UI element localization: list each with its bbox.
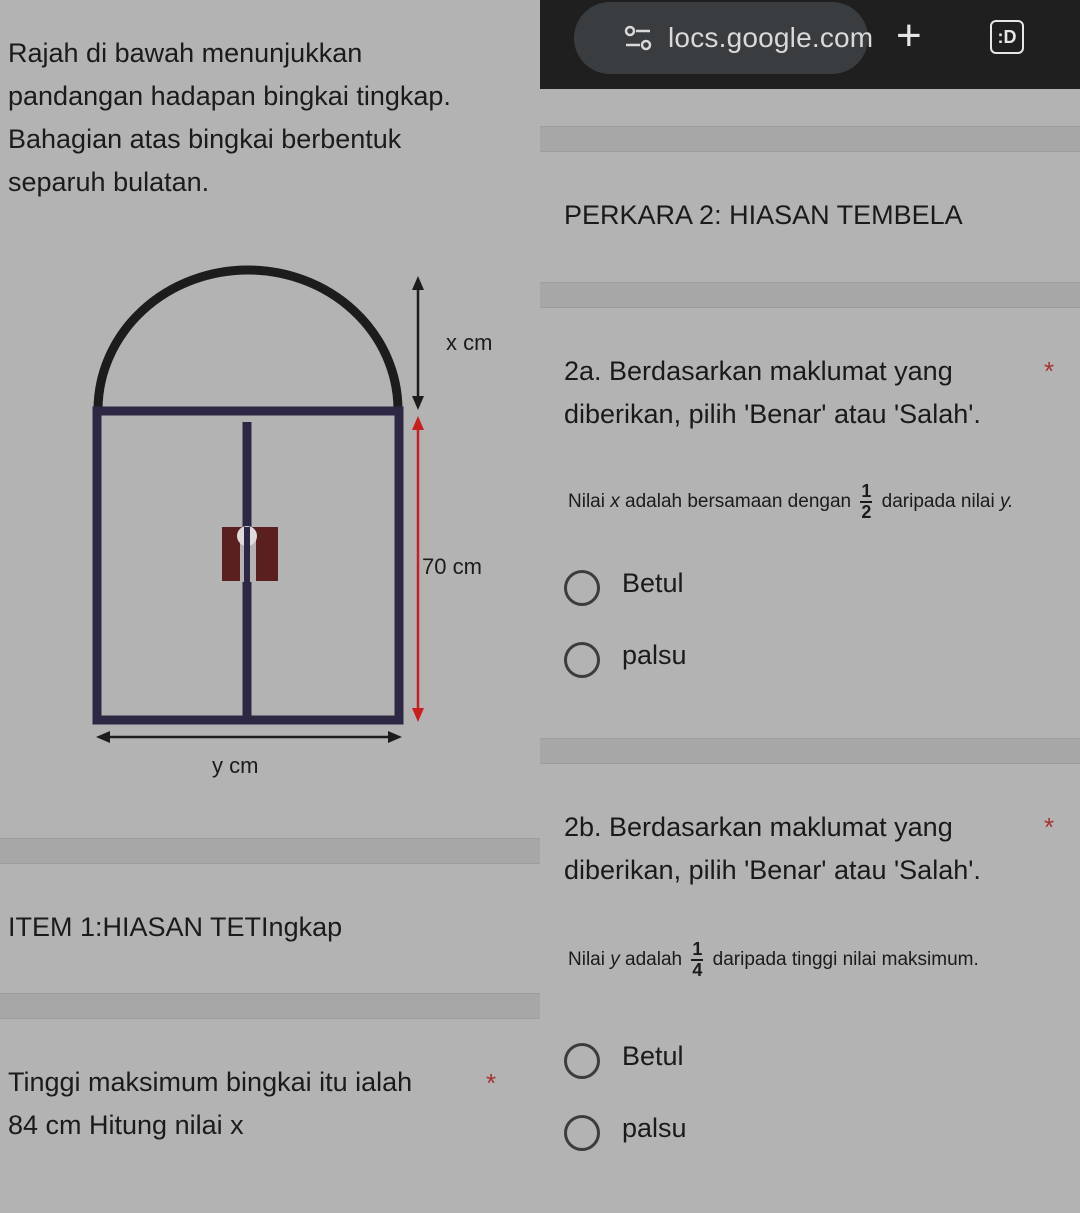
q2b-frac-den: 4 xyxy=(692,960,703,980)
intro-line-1: Rajah di bawah menunjukkan xyxy=(8,38,363,68)
q2b-option-palsu[interactable]: palsu xyxy=(622,1113,687,1143)
q2a-line-2: diberikan, pilih 'Benar' atau 'Salah'. xyxy=(564,399,981,429)
q2b-line-2: diberikan, pilih 'Benar' atau 'Salah'. xyxy=(564,855,981,885)
section-divider xyxy=(0,993,540,1019)
section-divider xyxy=(0,838,540,864)
section-divider xyxy=(540,738,1080,764)
question-line-2: 84 cm Hitung nilai x xyxy=(8,1110,244,1140)
question-line-1: Tinggi maksimum bingkai itu ialah xyxy=(8,1067,413,1097)
window-handle-icon xyxy=(222,526,278,585)
q2b-statement xyxy=(568,940,979,980)
q2a-fraction xyxy=(860,482,872,522)
q2b-fraction xyxy=(691,940,703,980)
y-dimension-arrow xyxy=(96,731,402,743)
right-screenshot-panel xyxy=(540,0,1080,1213)
required-mark: * xyxy=(486,1068,497,1098)
required-mark: * xyxy=(1044,356,1055,386)
tab-switcher-icon[interactable]: :D xyxy=(990,20,1024,54)
q2a-var-x: x xyxy=(610,491,620,513)
new-tab-button[interactable]: + xyxy=(896,11,922,60)
q2b-stmt-text: adalah xyxy=(625,949,683,971)
q2a-stmt-text: daripada nilai xyxy=(881,491,995,513)
url-text: locs.google.com xyxy=(668,22,874,53)
item-title: ITEM 1:HIASAN TETIngkap xyxy=(8,912,343,942)
q2a-frac-den: 2 xyxy=(861,502,872,522)
section-divider xyxy=(540,282,1080,308)
q2a-frac-num: 1 xyxy=(861,481,872,501)
q2a-option-betul[interactable]: Betul xyxy=(622,568,684,598)
q2a-stmt-text: Nilai xyxy=(568,491,605,513)
q2a-line-1: 2a. Berdasarkan maklumat yang xyxy=(564,356,953,386)
intro-line-2: pandangan hadapan bingkai tingkap. xyxy=(8,81,451,111)
section-divider xyxy=(540,126,1080,152)
section-title: PERKARA 2: HIASAN TEMBELA xyxy=(564,200,963,230)
window-frame-diagram xyxy=(0,240,540,800)
q2b-option-betul[interactable]: Betul xyxy=(622,1041,684,1071)
arch-semicircle xyxy=(98,270,398,410)
q2a-stmt-text: adalah bersamaan dengan xyxy=(625,491,852,513)
q2b-var-y: y xyxy=(610,949,620,971)
required-mark: * xyxy=(1044,812,1055,842)
site-settings-icon[interactable] xyxy=(622,22,654,54)
q2b-frac-num: 1 xyxy=(692,939,703,959)
browser-toolbar xyxy=(540,0,1080,89)
q2b-radio-betul[interactable] xyxy=(564,1043,600,1079)
q2a-option-palsu[interactable]: palsu xyxy=(622,640,687,670)
q2a-radio-palsu[interactable] xyxy=(564,642,600,678)
q2a-radio-betul[interactable] xyxy=(564,570,600,606)
q2b-radio-palsu[interactable] xyxy=(564,1115,600,1151)
q2a-var-y: y. xyxy=(999,491,1014,513)
intro-line-4: separuh bulatan. xyxy=(8,167,210,197)
q2b-stmt-text: Nilai xyxy=(568,949,605,971)
q2b-stmt-text: daripada tinggi nilai maksimum. xyxy=(712,949,979,971)
x-dimension-arrow xyxy=(412,276,424,410)
address-bar[interactable] xyxy=(574,2,874,74)
q2b-line-1: 2b. Berdasarkan maklumat yang xyxy=(564,812,953,842)
q2a-statement xyxy=(568,482,1013,522)
x-cm-label: x cm xyxy=(446,330,493,355)
height-70-label: 70 cm xyxy=(422,554,482,579)
intro-line-3: Bahagian atas bingkai berbentuk xyxy=(8,124,402,154)
y-cm-label: y cm xyxy=(212,753,259,778)
